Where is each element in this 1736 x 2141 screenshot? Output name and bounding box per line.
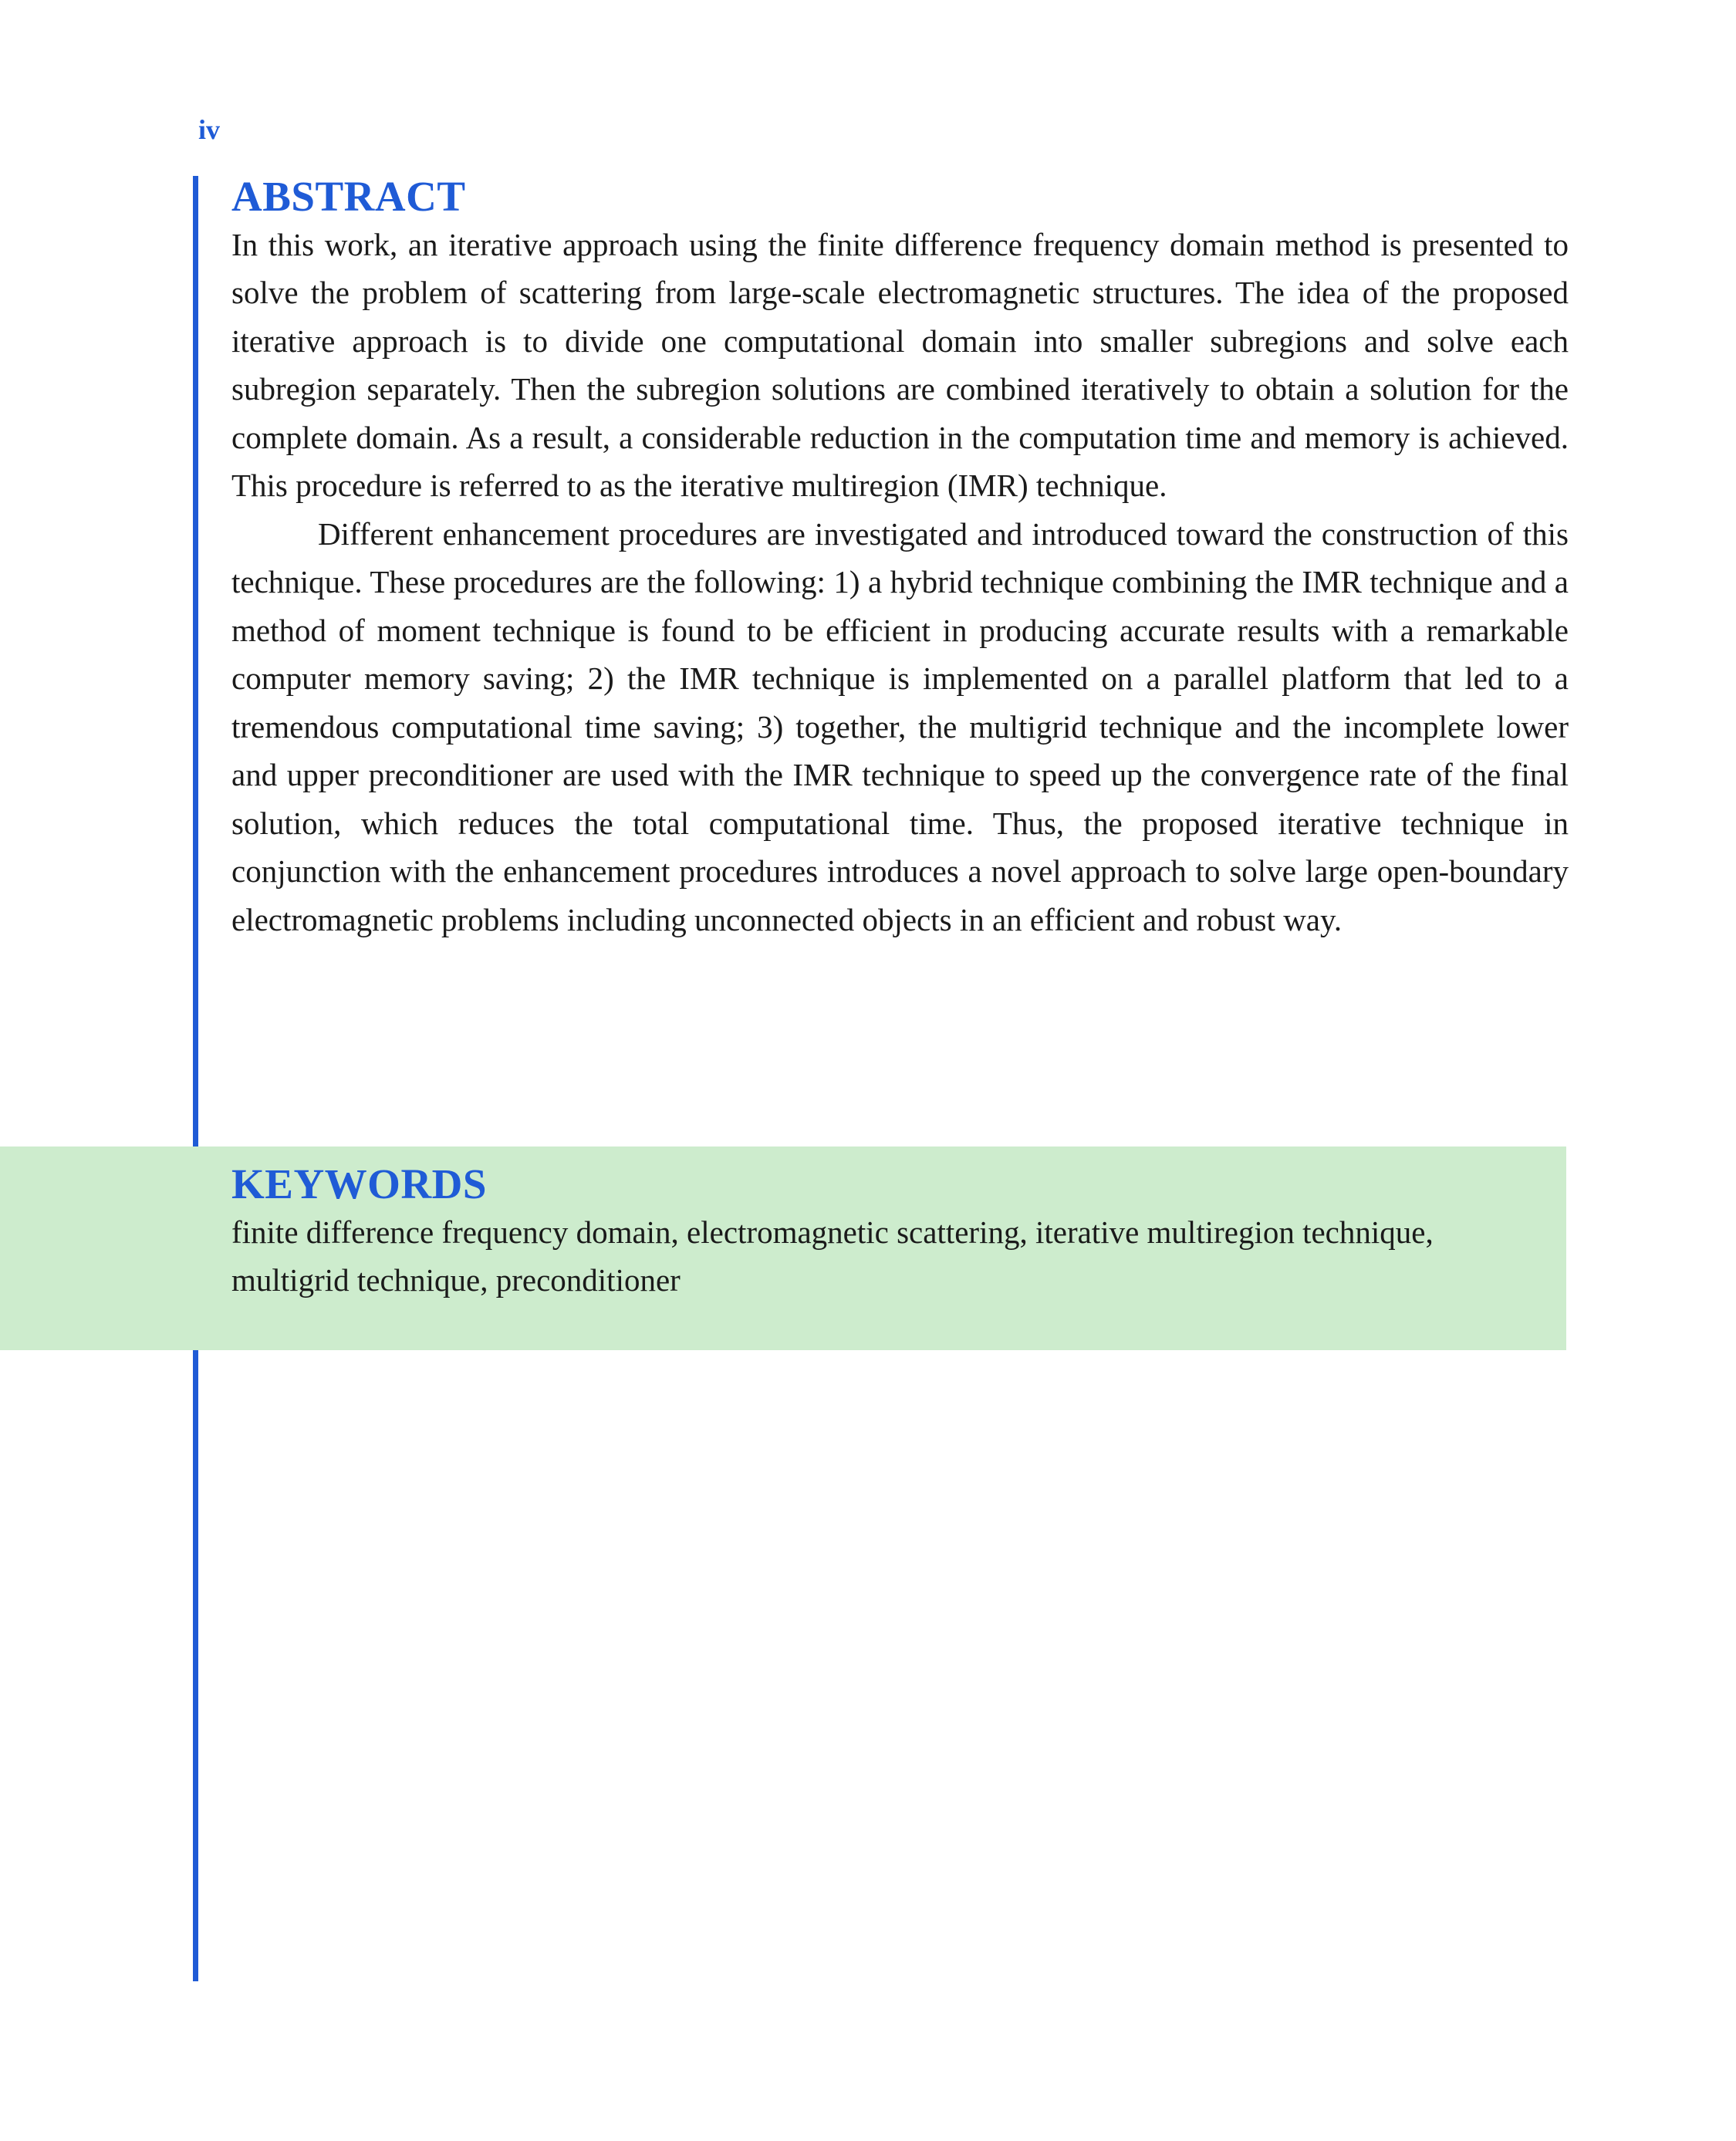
abstract-section — [231, 174, 1569, 944]
page-number: iv — [198, 114, 221, 145]
keywords-text: finite difference frequency domain, electromagnetic scattering, iterative multiregion technique, multigrid technique, preconditioner — [231, 1214, 1434, 1298]
abstract-paragraph-1: In this work, an iterative approach using the finite difference frequency domain method is presented to solve the problem of scattering from large-scale electromagnetic structures. The idea of the proposed iterative approach is to divide one computational domain into smaller subregions and solve each subregion separately. Then the subregion solutions are combined iteratively to obtain a solution for the complete domain. As a result, a considerable reduction in the computation time and memory is achieved. This procedure is referred to as the iterative multiregion (IMR) technique. — [231, 226, 1569, 503]
abstract-heading: ABSTRACT — [231, 173, 466, 220]
left-accent-rule-bottom — [193, 1350, 198, 1981]
abstract-paragraph-2: Different enhancement procedures are investigated and introduced toward the construction of this technique. These procedures are the following: 1) a hybrid technique combining the IMR technique and a method of moment technique is found to be efficient in producing accurate results with a remarkable computer memory saving; 2) the IMR technique is implemented on a parallel platform that led to a tremendous computational time saving; 3) together, the multigrid technique and the incomplete lower and upper preconditioner are used with the IMR technique to speed up the convergence rate of the final solution, which reduces the total computational time. Thus, the proposed iterative technique in conjunction with the enhancement procedures introduces a novel approach to solve large open-boundary electromagnetic problems including unconnected objects in an efficient and robust way. — [231, 515, 1569, 937]
keywords-section — [231, 1161, 1569, 1305]
keywords-heading: KEYWORDS — [231, 1160, 487, 1207]
left-accent-rule-top — [193, 176, 198, 1146]
